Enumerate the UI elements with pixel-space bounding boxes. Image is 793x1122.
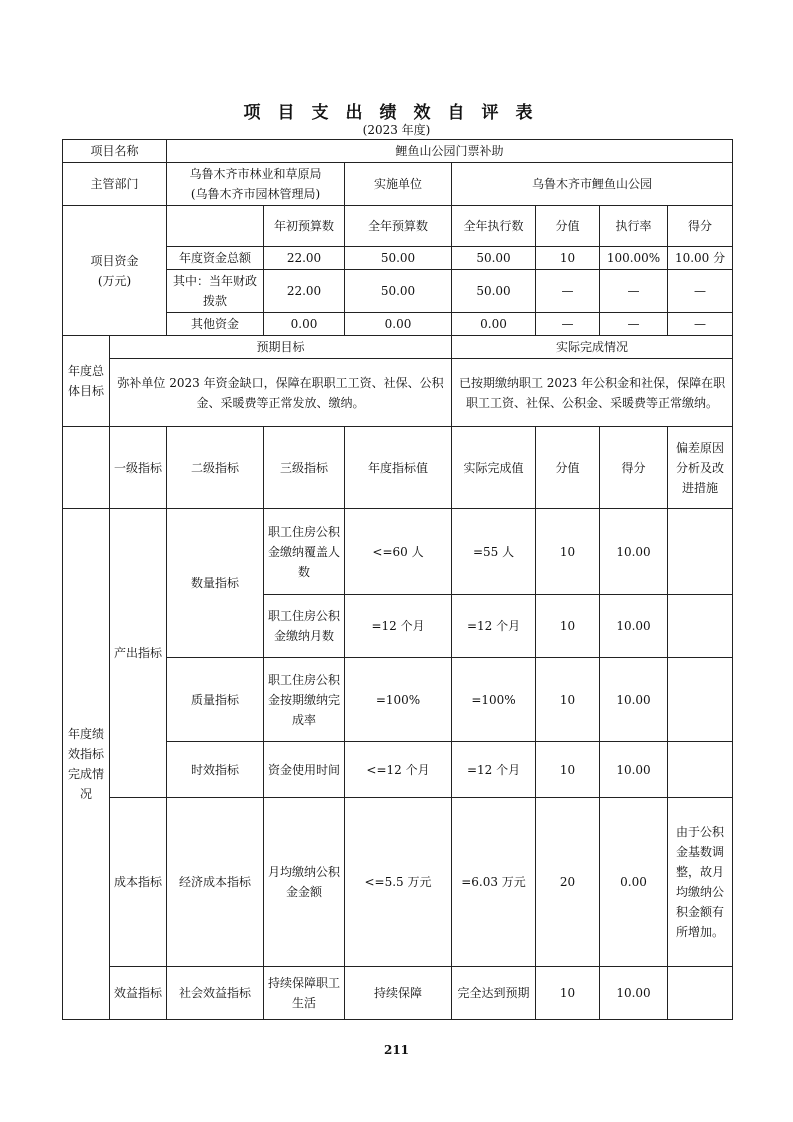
goals-expected-header: 预期目标 [110,336,452,359]
funds-cell: 0.00 [452,313,536,336]
funds-cell: — [536,313,600,336]
indicator-l3: 职工住房公积金按期缴纳完成率 [264,658,345,742]
funds-cell: 0.00 [345,313,452,336]
dept-value [167,163,345,206]
indicator-header-level1: 一级指标 [110,427,167,509]
funds-cell: 0.00 [264,313,345,336]
indicator-target: <=60 人 [345,509,452,595]
funds-cell: 10.00 分 [668,247,733,270]
quantity-indicator-label: 数量指标 [167,509,264,658]
funds-row-fiscal-name: 其中：当年财政拨款 [167,270,264,313]
indicator-header-target: 年度指标值 [345,427,452,509]
indicator-note: 由于公积金基数调整，故月均缴纳公积金额有所增加。 [668,798,733,967]
funds-cell: 22.00 [264,247,345,270]
benefit-indicator-label: 效益指标 [110,967,167,1020]
funds-cell: 50.00 [452,270,536,313]
indicator-l3: 持续保障职工生活 [264,967,345,1020]
indicator-score-value: 10 [536,595,600,658]
indicator-note [668,658,733,742]
funds-cell: 50.00 [345,270,452,313]
funds-header-score: 得分 [668,206,733,247]
dept-value-line2: (乌鲁木齐市园林管理局) [190,187,321,201]
indicator-actual: 完全达到预期 [452,967,536,1020]
indicator-actual: =55 人 [452,509,536,595]
indicator-score: 10.00 [600,658,668,742]
funds-cell: — [536,270,600,313]
indicator-target: <=12 个月 [345,742,452,798]
indicator-header-level3: 三级指标 [264,427,345,509]
indicator-score: 10.00 [600,595,668,658]
output-indicator-label: 产出指标 [110,509,167,798]
funds-header-executed: 全年执行数 [452,206,536,247]
indicator-score: 10.00 [600,509,668,595]
indicator-header-blank [63,427,110,509]
indicator-target: <=5.5 万元 [345,798,452,967]
indicator-actual: =100% [452,658,536,742]
indicator-header-actual: 实际完成值 [452,427,536,509]
indicator-score-value: 10 [536,967,600,1020]
performance-table [62,139,733,1020]
indicators-section-label: 年度绩效指标完成情况 [63,509,110,1020]
indicator-l3: 职工住房公积金缴纳月数 [264,595,345,658]
funds-cell: — [668,270,733,313]
indicator-note [668,595,733,658]
indicator-target: =100% [345,658,452,742]
indicator-header-deviation: 偏差原因分析及改进措施 [668,427,733,509]
indicator-target: =12 个月 [345,595,452,658]
impl-unit-label: 实施单位 [345,163,452,206]
indicator-header-score: 得分 [600,427,668,509]
page-subtitle: (2023 年度) [362,123,431,137]
goals-expected-text: 弥补单位 2023 年资金缺口，保障在职职工工资、社保、公积金、采暖费等正常发放、缴纳。 [110,359,452,427]
funds-cell: 10 [536,247,600,270]
indicator-score-value: 10 [536,509,600,595]
project-name-label: 项目名称 [63,140,167,163]
funds-header-initial: 年初预算数 [264,206,345,247]
dept-value-line1: 乌鲁木齐市林业和草原局 [189,167,322,181]
goals-actual-header: 实际完成情况 [452,336,733,359]
indicator-header-score-value: 分值 [536,427,600,509]
indicator-actual: =6.03 万元 [452,798,536,967]
funds-row-total-name: 年度资金总额 [167,247,264,270]
funds-header-exec-rate: 执行率 [600,206,668,247]
indicator-score: 0.00 [600,798,668,967]
social-benefit-indicator-label: 社会效益指标 [167,967,264,1020]
indicator-target: 持续保障 [345,967,452,1020]
cost-indicator-label: 成本指标 [110,798,167,967]
indicator-score-value: 20 [536,798,600,967]
quality-indicator-label: 质量指标 [167,658,264,742]
indicator-actual: =12 个月 [452,595,536,658]
project-name-value: 鲤鱼山公园门票补助 [167,140,733,163]
funds-cell: 100.00% [600,247,668,270]
funds-cell: — [600,313,668,336]
indicator-note [668,967,733,1020]
funds-cell: 50.00 [345,247,452,270]
funds-cell: — [600,270,668,313]
indicator-actual: =12 个月 [452,742,536,798]
indicator-l3: 职工住房公积金缴纳覆盖人数 [264,509,345,595]
funds-label [63,206,167,336]
indicator-score-value: 10 [536,658,600,742]
goals-actual-text: 已按期缴纳职工 2023 年公积金和社保，保障在职职工工资、社保、公积金、采暖费等正常缴纳。 [452,359,733,427]
time-indicator-label: 时效指标 [167,742,264,798]
goals-label: 年度总体目标 [63,336,110,427]
indicator-l3: 资金使用时间 [264,742,345,798]
indicator-score-value: 10 [536,742,600,798]
indicator-header-level2: 二级指标 [167,427,264,509]
indicator-score: 10.00 [600,967,668,1020]
funds-cell: 22.00 [264,270,345,313]
funds-label-line1: 项目资金 [90,253,139,268]
indicator-note [668,742,733,798]
indicator-l3: 月均缴纳公积金金额 [264,798,345,967]
funds-header-annual: 全年预算数 [345,206,452,247]
page-number: 211 [383,1043,410,1057]
funds-cell: — [668,313,733,336]
impl-unit-value: 乌鲁木齐市鲤鱼山公园 [452,163,733,206]
page-title: 项目支出绩效自评表 [243,103,550,123]
indicator-score: 10.00 [600,742,668,798]
funds-header-blank [167,206,264,247]
dept-label: 主管部门 [63,163,167,206]
funds-cell: 50.00 [452,247,536,270]
funds-label-line2: (万元) [97,273,132,288]
funds-header-score-value: 分值 [536,206,600,247]
funds-row-other-name: 其他资金 [167,313,264,336]
indicator-note [668,509,733,595]
econ-cost-indicator-label: 经济成本指标 [167,798,264,967]
